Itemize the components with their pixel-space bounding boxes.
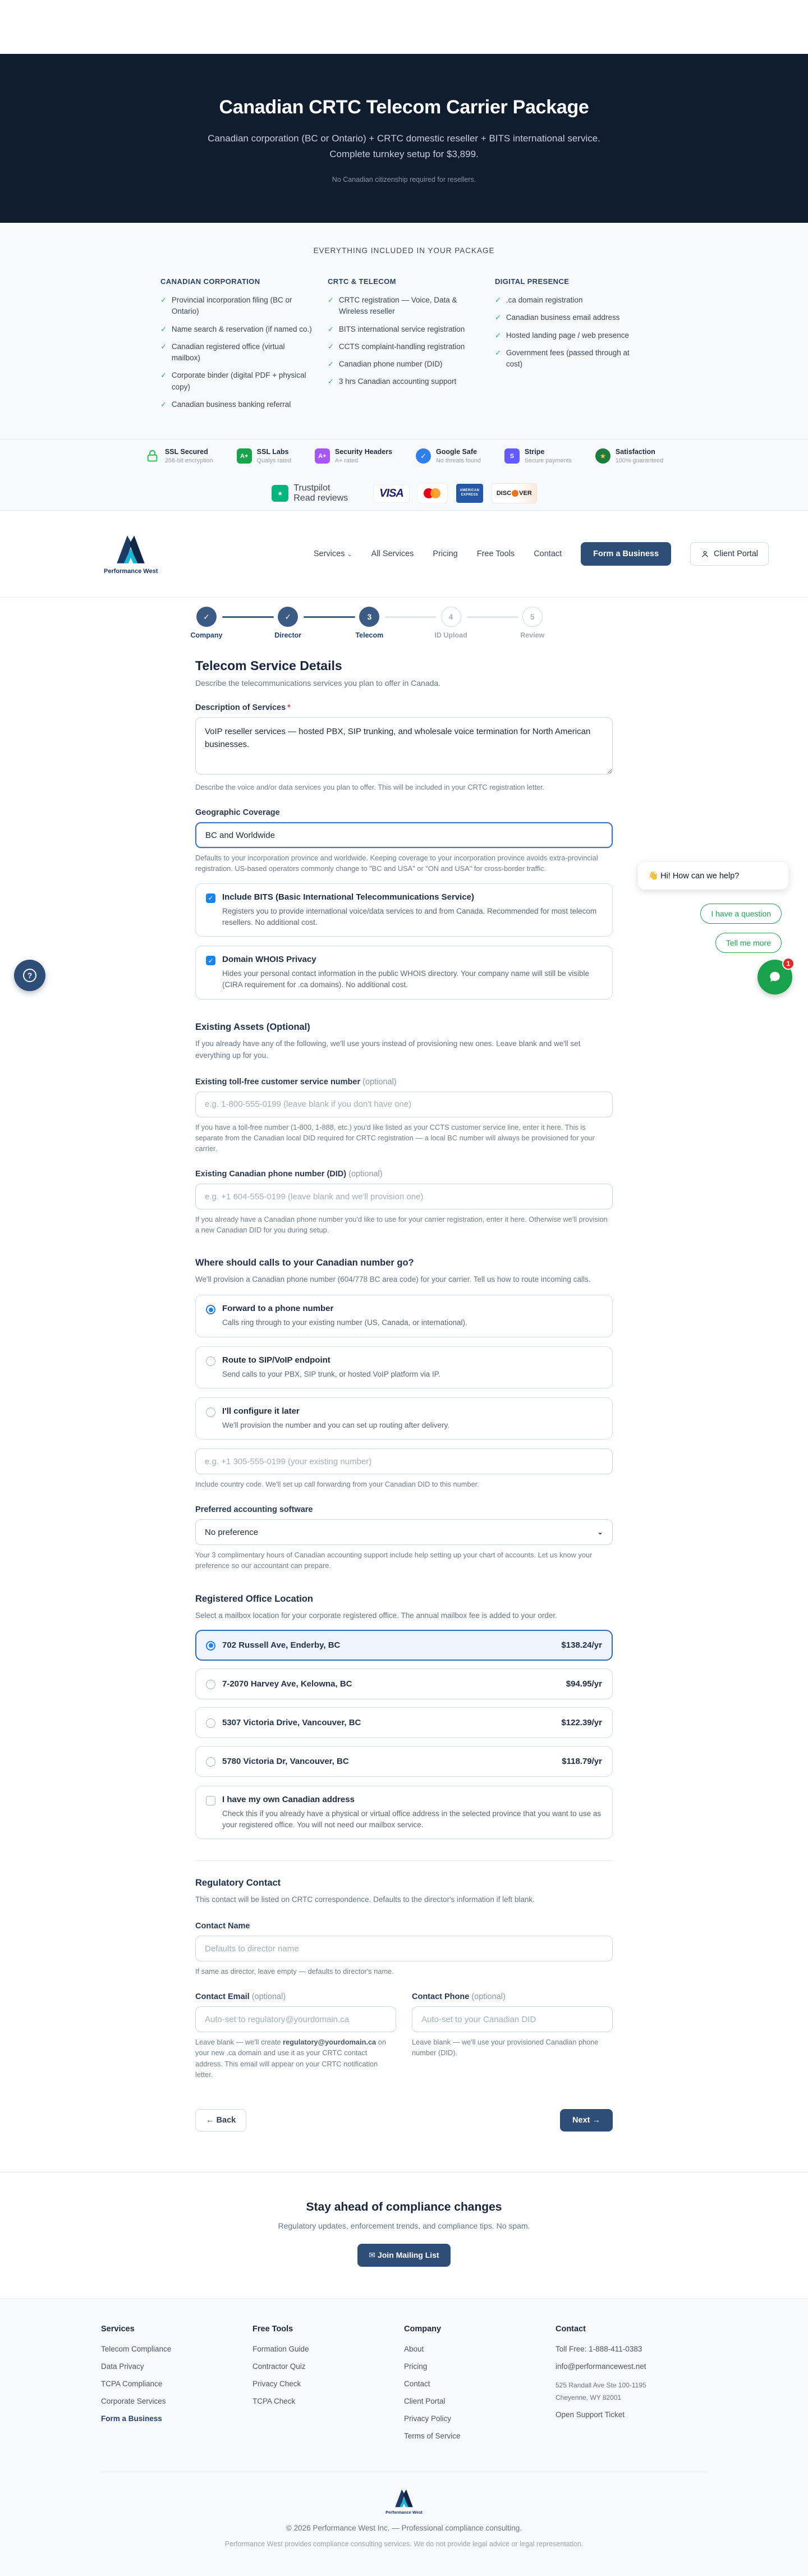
hero-note: No Canadian citizenship required for resellers. [332, 176, 476, 184]
included-column-crtc [328, 277, 480, 416]
assets-desc: If you already have any of the following, we'll use yours instead of provisioning new ones. Leave blank and we'll set everything up for you. [195, 1039, 581, 1060]
step-connector [304, 616, 355, 618]
nav-all-services[interactable]: All Services [371, 549, 414, 559]
office-price: $118.79/yr [562, 1756, 602, 1766]
chat-unread-badge: 1 [782, 957, 795, 970]
nav-services[interactable]: Services ⌄ [313, 549, 352, 559]
amex-logo: AMERICAN EXPRESS [456, 484, 483, 503]
form-subtitle: Describe the telecommunications services you plan to offer in Canada. [195, 679, 441, 688]
radio-unselected[interactable] [206, 1408, 215, 1417]
check-icon: ✓ [328, 377, 334, 386]
description-helper: Describe the voice and/or data services you plan to offer. This will be included in your CRTC registration letter. [195, 783, 545, 792]
footer-email[interactable]: info@performancewest.net [556, 2362, 646, 2371]
step-review[interactable]: 5 Review [521, 607, 554, 641]
step-connector [385, 616, 437, 618]
brand-name: Performance West [104, 568, 158, 575]
whois-option-card[interactable]: ✓ Domain WHOIS Privacy Hides your personal contact information in the public WHOIS directory. Your company name will still be visible (CIRA requirement for .ca domains). No additional cost. [195, 946, 613, 1000]
step-connector [222, 616, 274, 618]
included-column-corporation [160, 277, 313, 416]
check-icon: ✓ [495, 348, 501, 357]
footer-address: 525 Randall Ave Ste 100-1195 Cheyenne, WY 82001 [556, 2381, 646, 2401]
stripe-icon: S [504, 448, 520, 464]
footer-link-telecom-compliance[interactable]: Telecom Compliance [101, 2344, 172, 2353]
contact-name-helper: If same as director, leave empty — defaults to director's name. [195, 1967, 394, 1976]
coverage-label: Geographic Coverage [195, 808, 280, 818]
arrow-left-icon: ← [206, 2115, 214, 2125]
radio-unselected[interactable] [206, 1356, 215, 1366]
trust-badges-section [0, 439, 808, 511]
radio-unselected[interactable] [206, 1718, 215, 1728]
lock-icon [145, 448, 160, 464]
footer-link-client-portal[interactable]: Client Portal [404, 2396, 446, 2405]
included-item: ✓ 3 hrs Canadian accounting support [328, 376, 480, 387]
footer-col-company: Company About Pricing Contact Client Portal Privacy Policy Terms of Service [404, 2325, 556, 2449]
footer-link-corporate-services[interactable]: Corporate Services [101, 2396, 166, 2405]
office-desc: Select a mailbox location for your corporate registered office. The annual mailbox fee is added to your order. [195, 1611, 557, 1620]
tollfree-label: Existing toll-free customer service number (optional) [195, 1077, 397, 1087]
footer-link-contact[interactable]: Contact [404, 2379, 430, 2388]
badge-stripe: S Stripe Secure payments [504, 448, 572, 464]
aplus-icon: A+ [315, 448, 330, 464]
own-address-checkbox[interactable] [206, 1796, 215, 1805]
included-item: ✓ Canadian business email address [495, 312, 648, 323]
nav-contact[interactable]: Contact [534, 549, 562, 559]
radio-unselected[interactable] [206, 1680, 215, 1689]
accounting-helper: Your 3 complimentary hours of Canadian accounting support include help setting up your chart of accounts. Let us know your preference so our accountant can prepare. [195, 1551, 593, 1570]
mountain-logo-icon [112, 533, 149, 566]
included-item: ✓ .ca domain registration [495, 295, 648, 306]
footer-phone[interactable]: Toll Free: 1-888-411-0383 [556, 2344, 642, 2353]
footer-link-contractor-quiz[interactable]: Contractor Quiz [252, 2362, 306, 2371]
star-icon: ★ [595, 448, 610, 464]
check-icon: ✓ [328, 324, 334, 333]
check-icon: ✓ [328, 296, 334, 305]
step-telecom[interactable]: 3 Telecom [358, 607, 439, 641]
check-icon: ✓ [160, 296, 167, 305]
question-icon: ? [23, 969, 36, 982]
contact-phone-label: Contact Phone (optional) [412, 1992, 506, 2002]
required-asterisk: * [287, 703, 291, 713]
included-item: ✓ Corporate binder (digital PDF + physical copy) [160, 370, 313, 393]
footer-link-terms[interactable]: Terms of Service [404, 2431, 461, 2440]
regulatory-desc: This contact will be listed on CRTC correspondence. Defaults to the director's information if left blank. [195, 1895, 535, 1904]
mountain-logo-icon [392, 2488, 416, 2509]
footer-link-formation-guide[interactable]: Formation Guide [252, 2344, 309, 2353]
shield-check-icon: ✓ [416, 448, 431, 464]
description-label: Description of Services * [195, 703, 291, 713]
contact-phone-helper: Leave blank — we'll use your provisioned Canadian phone number (DID). [412, 2038, 599, 2057]
footer-link-privacy-policy[interactable]: Privacy Policy [404, 2414, 452, 2423]
chat-quick-reply-question[interactable]: I have a question [700, 904, 782, 924]
contact-email-label: Contact Email (optional) [195, 1992, 286, 2002]
badge-google-safe: ✓ Google Safe No threats found [416, 448, 481, 464]
column-title: DIGITAL PRESENCE [495, 277, 570, 286]
hero-section [0, 54, 808, 223]
mastercard-logo [418, 484, 447, 503]
included-item: ✓ Government fees (passed through at cost) [495, 347, 648, 370]
step-check-icon: ✓ [278, 607, 298, 627]
chat-bubble-icon [766, 969, 783, 986]
chat-greeting-bubble[interactable]: 👋 Hi! How can we help? [638, 862, 788, 890]
tollfree-helper: If you have a toll-free number (1-800, 1-888, etc.) you'd like listed as your CCTS customer service line, enter it here. This is separate from the Canadian local DID required for CRTC registration — a local BC number will always be provisioned for your carrier. [195, 1122, 595, 1153]
hero-subtitle: Canadian corporation (BC or Ontario) + CRTC domestic reseller + BITS international service. Complete turnkey setup for $3,899. [208, 133, 600, 160]
contact-email-input[interactable] [195, 2006, 396, 2032]
mail-icon: ✉ [369, 2250, 376, 2259]
newsletter-cta-section [0, 2172, 808, 2298]
visa-logo: VISA [374, 485, 409, 502]
regulatory-heading: Regulatory Contact [195, 1878, 281, 1889]
cta-title: Stay ahead of compliance changes [306, 2200, 502, 2213]
nav-pricing[interactable]: Pricing [433, 549, 458, 559]
badge-ssl-secured: SSL Secured 256-bit encryption [145, 448, 213, 464]
footer-logo: Performance West [385, 2488, 423, 2515]
chevron-down-icon: ⌄ [347, 551, 352, 558]
bits-option-card[interactable]: ✓ Include BITS (Basic International Telecommunications Service) Registers you to provide international voice/data services to and from Canada. Recommended for most telecom resellers. No additional cost. [195, 883, 613, 937]
included-column-digital [495, 277, 648, 416]
check-icon: ✓ [495, 296, 501, 305]
footer-disclaimer: Performance West provides compliance consulting services. We do not provide legal advice or legal representation. [224, 2540, 584, 2548]
routing-heading: Where should calls to your Canadian number go? [195, 1258, 414, 1268]
office-option-enderby[interactable]: 702 Russell Ave, Enderby, BC $138.24/yr [195, 1630, 613, 1661]
footer-link-form-a-business[interactable]: Form a Business [101, 2414, 162, 2423]
page-title: Canadian CRTC Telecom Carrier Package [219, 97, 589, 118]
discover-dot-icon [512, 490, 518, 497]
check-icon: ✓ [495, 331, 501, 340]
accounting-label: Preferred accounting software [195, 1505, 313, 1515]
column-title: CANADIAN CORPORATION [160, 277, 260, 286]
back-button[interactable]: ← Back [195, 2109, 246, 2132]
included-item: ✓ BITS international service registration [328, 324, 480, 335]
check-icon: ✓ [160, 400, 167, 409]
office-heading: Registered Office Location [195, 1593, 313, 1604]
check-icon: ✓ [160, 324, 167, 333]
help-fab-button[interactable] [14, 960, 45, 991]
top-spacer [0, 0, 808, 54]
footer-link-tcpa-check[interactable]: TCPA Check [252, 2396, 296, 2405]
form-title: Telecom Service Details [195, 658, 342, 673]
coverage-input[interactable] [195, 822, 613, 848]
step-number: 4 [441, 607, 461, 627]
footer-link-privacy-check[interactable]: Privacy Check [252, 2379, 301, 2388]
check-icon: ✓ [328, 360, 334, 369]
routing-option-sip[interactable]: Route to SIP/VoIP endpoint Send calls to your PBX, SIP trunk, or hosted VoIP platform via IP. [195, 1346, 613, 1388]
section-divider [195, 1860, 613, 1861]
included-item: ✓ Hosted landing page / web presence [495, 330, 648, 341]
footer-link-data-privacy[interactable]: Data Privacy [101, 2362, 144, 2371]
included-item: ✓ CRTC registration — Voice, Data & Wireless reseller [328, 295, 480, 318]
badge-ssl-labs: A+ SSL Labs Qualys rated [237, 448, 291, 464]
step-connector [467, 616, 518, 618]
main-content [0, 598, 808, 2172]
included-item: ✓ Canadian business banking referral [160, 399, 313, 410]
brand-logo[interactable] [104, 533, 158, 575]
footer-support-ticket[interactable]: Open Support Ticket [556, 2410, 625, 2419]
included-item: ✓ CCTS complaint-handling registration [328, 341, 480, 352]
trustpilot-badge[interactable]: ★ Trustpilot Read reviews [272, 483, 348, 503]
form-a-business-button[interactable]: Form a Business [581, 542, 671, 566]
included-item: ✓ Provincial incorporation filing (BC or Ontario) [160, 295, 313, 318]
radio-selected[interactable] [206, 1641, 215, 1651]
footer-link-about[interactable]: About [404, 2344, 424, 2353]
step-number: 3 [359, 607, 379, 627]
radio-unselected[interactable] [206, 1757, 215, 1767]
step-director[interactable]: ✓ Director [277, 607, 358, 641]
routing-option-later[interactable]: I'll configure it later We'll provision the number and you can set up routing after delivery. [195, 1397, 613, 1440]
nav-free-tools[interactable]: Free Tools [476, 549, 515, 559]
description-textarea[interactable] [195, 717, 613, 774]
contact-phone-input[interactable] [412, 2006, 613, 2032]
footer [0, 2298, 808, 2576]
check-icon: ✓ [328, 342, 334, 351]
badge-security-headers: A+ Security Headers A+ rated [315, 448, 392, 464]
next-button[interactable]: Next → [560, 2109, 613, 2132]
column-title: CRTC & TELECOM [328, 277, 396, 286]
arrow-right-icon: → [592, 2115, 600, 2125]
contact-email-helper: Leave blank — we'll create regulatory@yourdomain.ca on your new .ca domain and use it as your CRTC contact address. This email will appear on your CRTC notification letter. [195, 2038, 386, 2079]
step-number: 5 [522, 607, 543, 627]
discover-logo: DISC VER [492, 484, 536, 503]
footer-link-tcpa-compliance[interactable]: TCPA Compliance [101, 2379, 163, 2388]
chat-quick-reply-more[interactable]: Tell me more [715, 933, 782, 953]
step-company[interactable]: ✓ Company [195, 607, 277, 641]
radio-selected[interactable] [206, 1305, 215, 1314]
did-input[interactable] [195, 1184, 613, 1209]
contact-name-label: Contact Name [195, 1922, 250, 1931]
did-helper: If you already have a Canadian phone number you'd like to use for your carrier registration, enter it here. Otherwise we'll provision a new Canadian DID for you during setup. [195, 1215, 608, 1235]
coverage-helper: Defaults to your incorporation province and worldwide. Keeping coverage to your incorporation province avoids extra-provincial registration. US-based operators commonly change to "BC and USA" or "ON and USA" for cross-border traffic. [195, 854, 598, 873]
assets-heading: Existing Assets (Optional) [195, 1021, 310, 1032]
cta-subtitle: Regulatory updates, enforcement trends, and compliance tips. No spam. [278, 2221, 530, 2230]
step-id-upload[interactable]: 4 ID Upload [440, 607, 521, 641]
bits-checkbox[interactable]: ✓ [206, 893, 215, 903]
whois-checkbox[interactable]: ✓ [206, 956, 215, 965]
badge-satisfaction: ★ Satisfaction 100% guaranteed [595, 448, 663, 464]
check-icon: ✓ [495, 313, 501, 322]
footer-link-pricing[interactable]: Pricing [404, 2362, 428, 2371]
office-price: $138.24/yr [561, 1640, 602, 1650]
check-icon: ✓ [160, 371, 167, 380]
accounting-select[interactable]: No preference ⌄ [195, 1519, 613, 1545]
office-option-kelowna[interactable]: 7-2070 Harvey Ave, Kelowna, BC $94.95/yr [195, 1669, 613, 1699]
office-option-victoria-drive[interactable]: 5307 Victoria Drive, Vancouver, BC $122.39/yr [195, 1707, 613, 1738]
aplus-icon: A+ [237, 448, 252, 464]
check-icon: ✓ [160, 342, 167, 351]
included-item: ✓ Canadian registered office (virtual mailbox) [160, 341, 313, 364]
office-price: $122.39/yr [561, 1717, 602, 1727]
trustpilot-star-icon: ★ [272, 485, 288, 502]
own-address-card[interactable]: I have my own Canadian address Check this if you already have a physical or virtual office address in the selected province that you want to use as your registered office. You will not need our mailbox service. [195, 1786, 613, 1840]
chat-launcher-button[interactable] [758, 960, 792, 994]
included-item: ✓ Name search & reservation (if named co.) [160, 324, 313, 335]
footer-copyright: © 2026 Performance West Inc. — Professional compliance consulting. [286, 2523, 522, 2532]
footer-col-contact: Contact Toll Free: 1-888-411-0383 info@performancewest.net 525 Randall Ave Ste 100-1195 Cheyenne, WY 82001 Open Support Ticket [556, 2325, 707, 2449]
included-heading: EVERYTHING INCLUDED IN YOUR PACKAGE [313, 246, 495, 255]
did-label: Existing Canadian phone number (DID) (optional) [195, 1170, 383, 1179]
person-icon [701, 550, 709, 558]
office-option-victoria-dr[interactable]: 5780 Victoria Dr, Vancouver, BC $118.79/yr [195, 1746, 613, 1777]
tollfree-input[interactable] [195, 1092, 613, 1117]
step-check-icon: ✓ [196, 607, 217, 627]
office-price: $94.95/yr [566, 1679, 602, 1689]
select-chevron-icon: ⌄ [597, 1528, 603, 1537]
footer-col-services: Services Telecom Compliance Data Privacy TCPA Compliance Corporate Services Form a Business [101, 2325, 252, 2449]
stepper [190, 607, 554, 641]
included-columns [160, 277, 648, 416]
forward-phone-helper: Include country code. We'll set up call forwarding from your Canadian DID to this number. [195, 1480, 479, 1489]
contact-name-input[interactable] [195, 1936, 613, 1961]
routing-desc: We'll provision a Canadian phone number (604/778 BC area code) for your carrier. Tell us how to route incoming calls. [195, 1275, 591, 1284]
routing-option-forward[interactable]: Forward to a phone number Calls ring through to your existing number (US, Canada, or international). [195, 1295, 613, 1337]
join-mailing-list-button[interactable]: ✉ Join Mailing List [357, 2244, 450, 2267]
navbar [0, 511, 808, 598]
included-section [0, 223, 808, 439]
client-portal-button[interactable]: Client Portal [690, 542, 769, 566]
included-item: ✓ Canadian phone number (DID) [328, 359, 480, 370]
footer-col-free-tools: Free Tools Formation Guide Contractor Quiz Privacy Check TCPA Check [252, 2325, 404, 2449]
forward-phone-input[interactable] [195, 1449, 613, 1474]
